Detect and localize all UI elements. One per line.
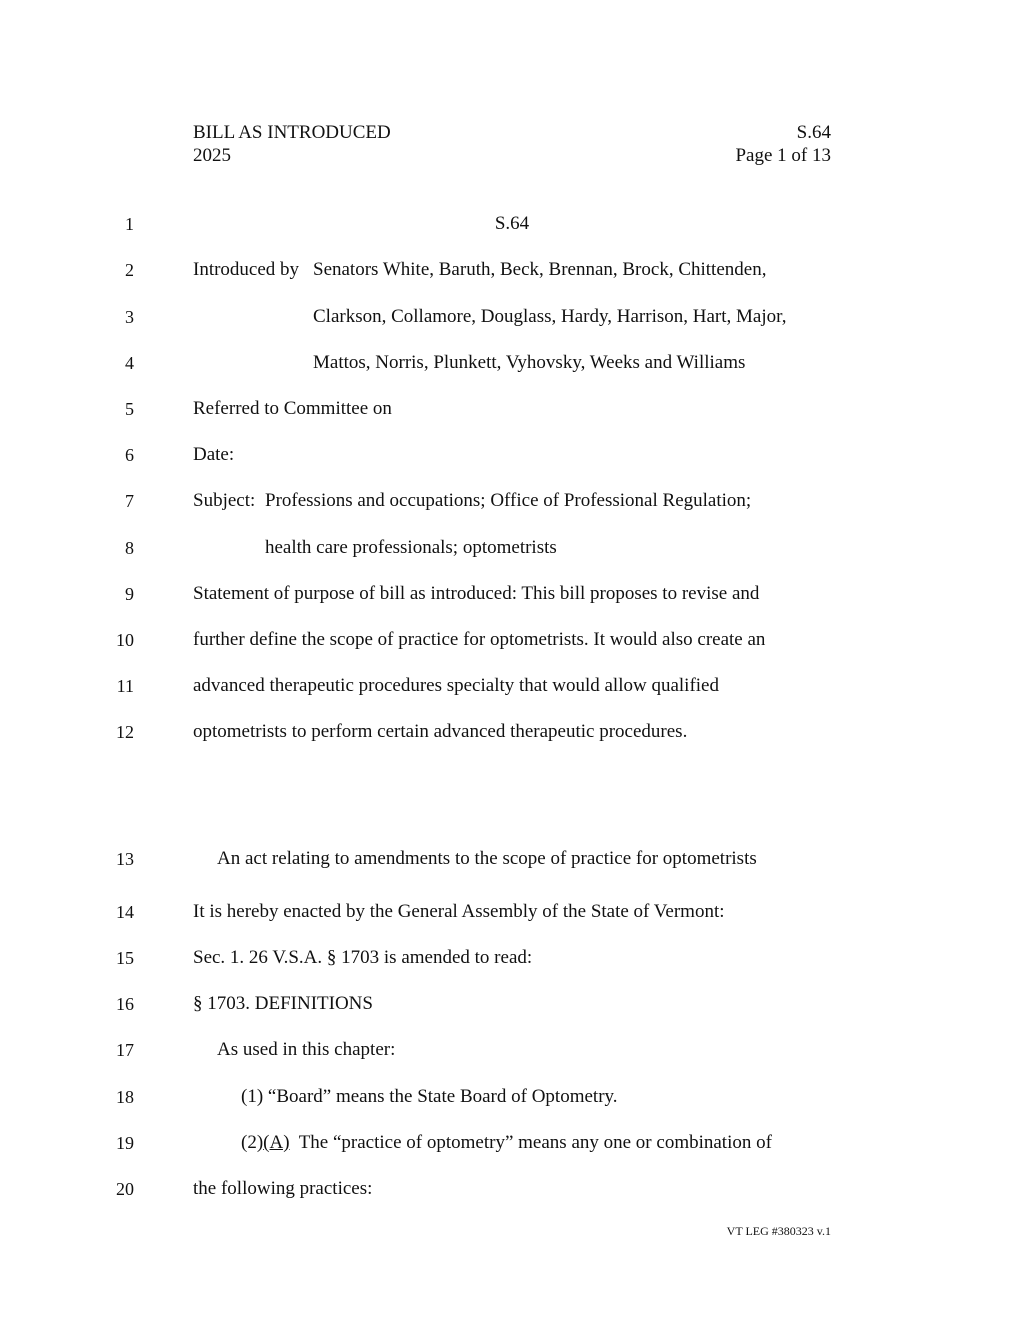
document-id-footer: VT LEG #380323 v.1 (726, 1224, 831, 1238)
purpose-line: advanced therapeutic procedures specialty that would allow qualified (193, 675, 719, 696)
definition-2 (241, 1132, 772, 1154)
line-number: 17 (116, 1040, 134, 1060)
sponsor-line: Clarkson, Collamore, Douglass, Hardy, Harrison, Hart, Major, (313, 306, 787, 327)
line-number: 2 (125, 260, 134, 280)
line-number: 14 (116, 902, 134, 922)
definition-1: (1) “Board” means the State Board of Optometry. (241, 1086, 618, 1107)
line-number: 12 (116, 722, 134, 742)
introduced-label: Introduced by (193, 259, 300, 280)
bill-number-title: S.64 (494, 213, 530, 234)
definition-2-text: The “practice of optometry” means any one or combination of (289, 1132, 772, 1153)
sponsor-line: Mattos, Norris, Plunkett, Vyhovsky, Weeks and Williams (313, 352, 746, 373)
bill-year: 2025 (193, 145, 231, 166)
line-number: 8 (125, 538, 134, 558)
referred-line: Referred to Committee on (193, 398, 392, 419)
line-number: 13 (116, 849, 134, 869)
section-amendment-line: Sec. 1. 26 V.S.A. § 1703 is amended to read: (193, 947, 533, 968)
purpose-line: Statement of purpose of bill as introduced: This bill proposes to revise and (193, 583, 760, 604)
line-number: 15 (116, 948, 134, 968)
line-number: 1 (125, 214, 134, 234)
line-number: 18 (116, 1087, 134, 1107)
section-heading: § 1703. DEFINITIONS (193, 993, 373, 1014)
subject-label: Subject: (193, 490, 256, 511)
definition-2-continuation: the following practices: (193, 1178, 373, 1199)
date-line: Date: (193, 444, 235, 465)
subject-line: Professions and occupations; Office of Professional Regulation; (265, 490, 752, 511)
purpose-line: optometrists to perform certain advanced therapeutic procedures. (193, 721, 688, 742)
line-number: 19 (116, 1133, 134, 1153)
line-number: 7 (125, 491, 134, 511)
definition-2-added-text: (A) (263, 1132, 290, 1153)
line-number: 11 (116, 676, 134, 696)
line-number: 9 (125, 584, 134, 604)
line-number: 16 (116, 994, 134, 1014)
bill-status-label: BILL AS INTRODUCED (193, 122, 391, 143)
enacting-clause: It is hereby enacted by the General Assembly of the State of Vermont: (193, 901, 725, 922)
line-number: 6 (125, 445, 134, 465)
line-number: 4 (125, 353, 134, 373)
as-used-line: As used in this chapter: (217, 1039, 396, 1060)
line-number: 3 (125, 307, 134, 327)
line-number: 5 (125, 399, 134, 419)
sponsor-line: Senators White, Baruth, Beck, Brennan, Brock, Chittenden, (313, 259, 767, 280)
bill-id-header: S.64 (796, 122, 831, 143)
act-title: An act relating to amendments to the scope of practice for optometrists (217, 848, 757, 869)
definition-2-prefix: (2) (241, 1132, 264, 1153)
line-number: 20 (116, 1179, 134, 1199)
line-number: 10 (116, 630, 134, 650)
page-indicator: Page 1 of 13 (735, 145, 831, 166)
purpose-line: further define the scope of practice for optometrists. It would also create an (193, 629, 766, 650)
subject-line: health care professionals; optometrists (265, 537, 557, 558)
